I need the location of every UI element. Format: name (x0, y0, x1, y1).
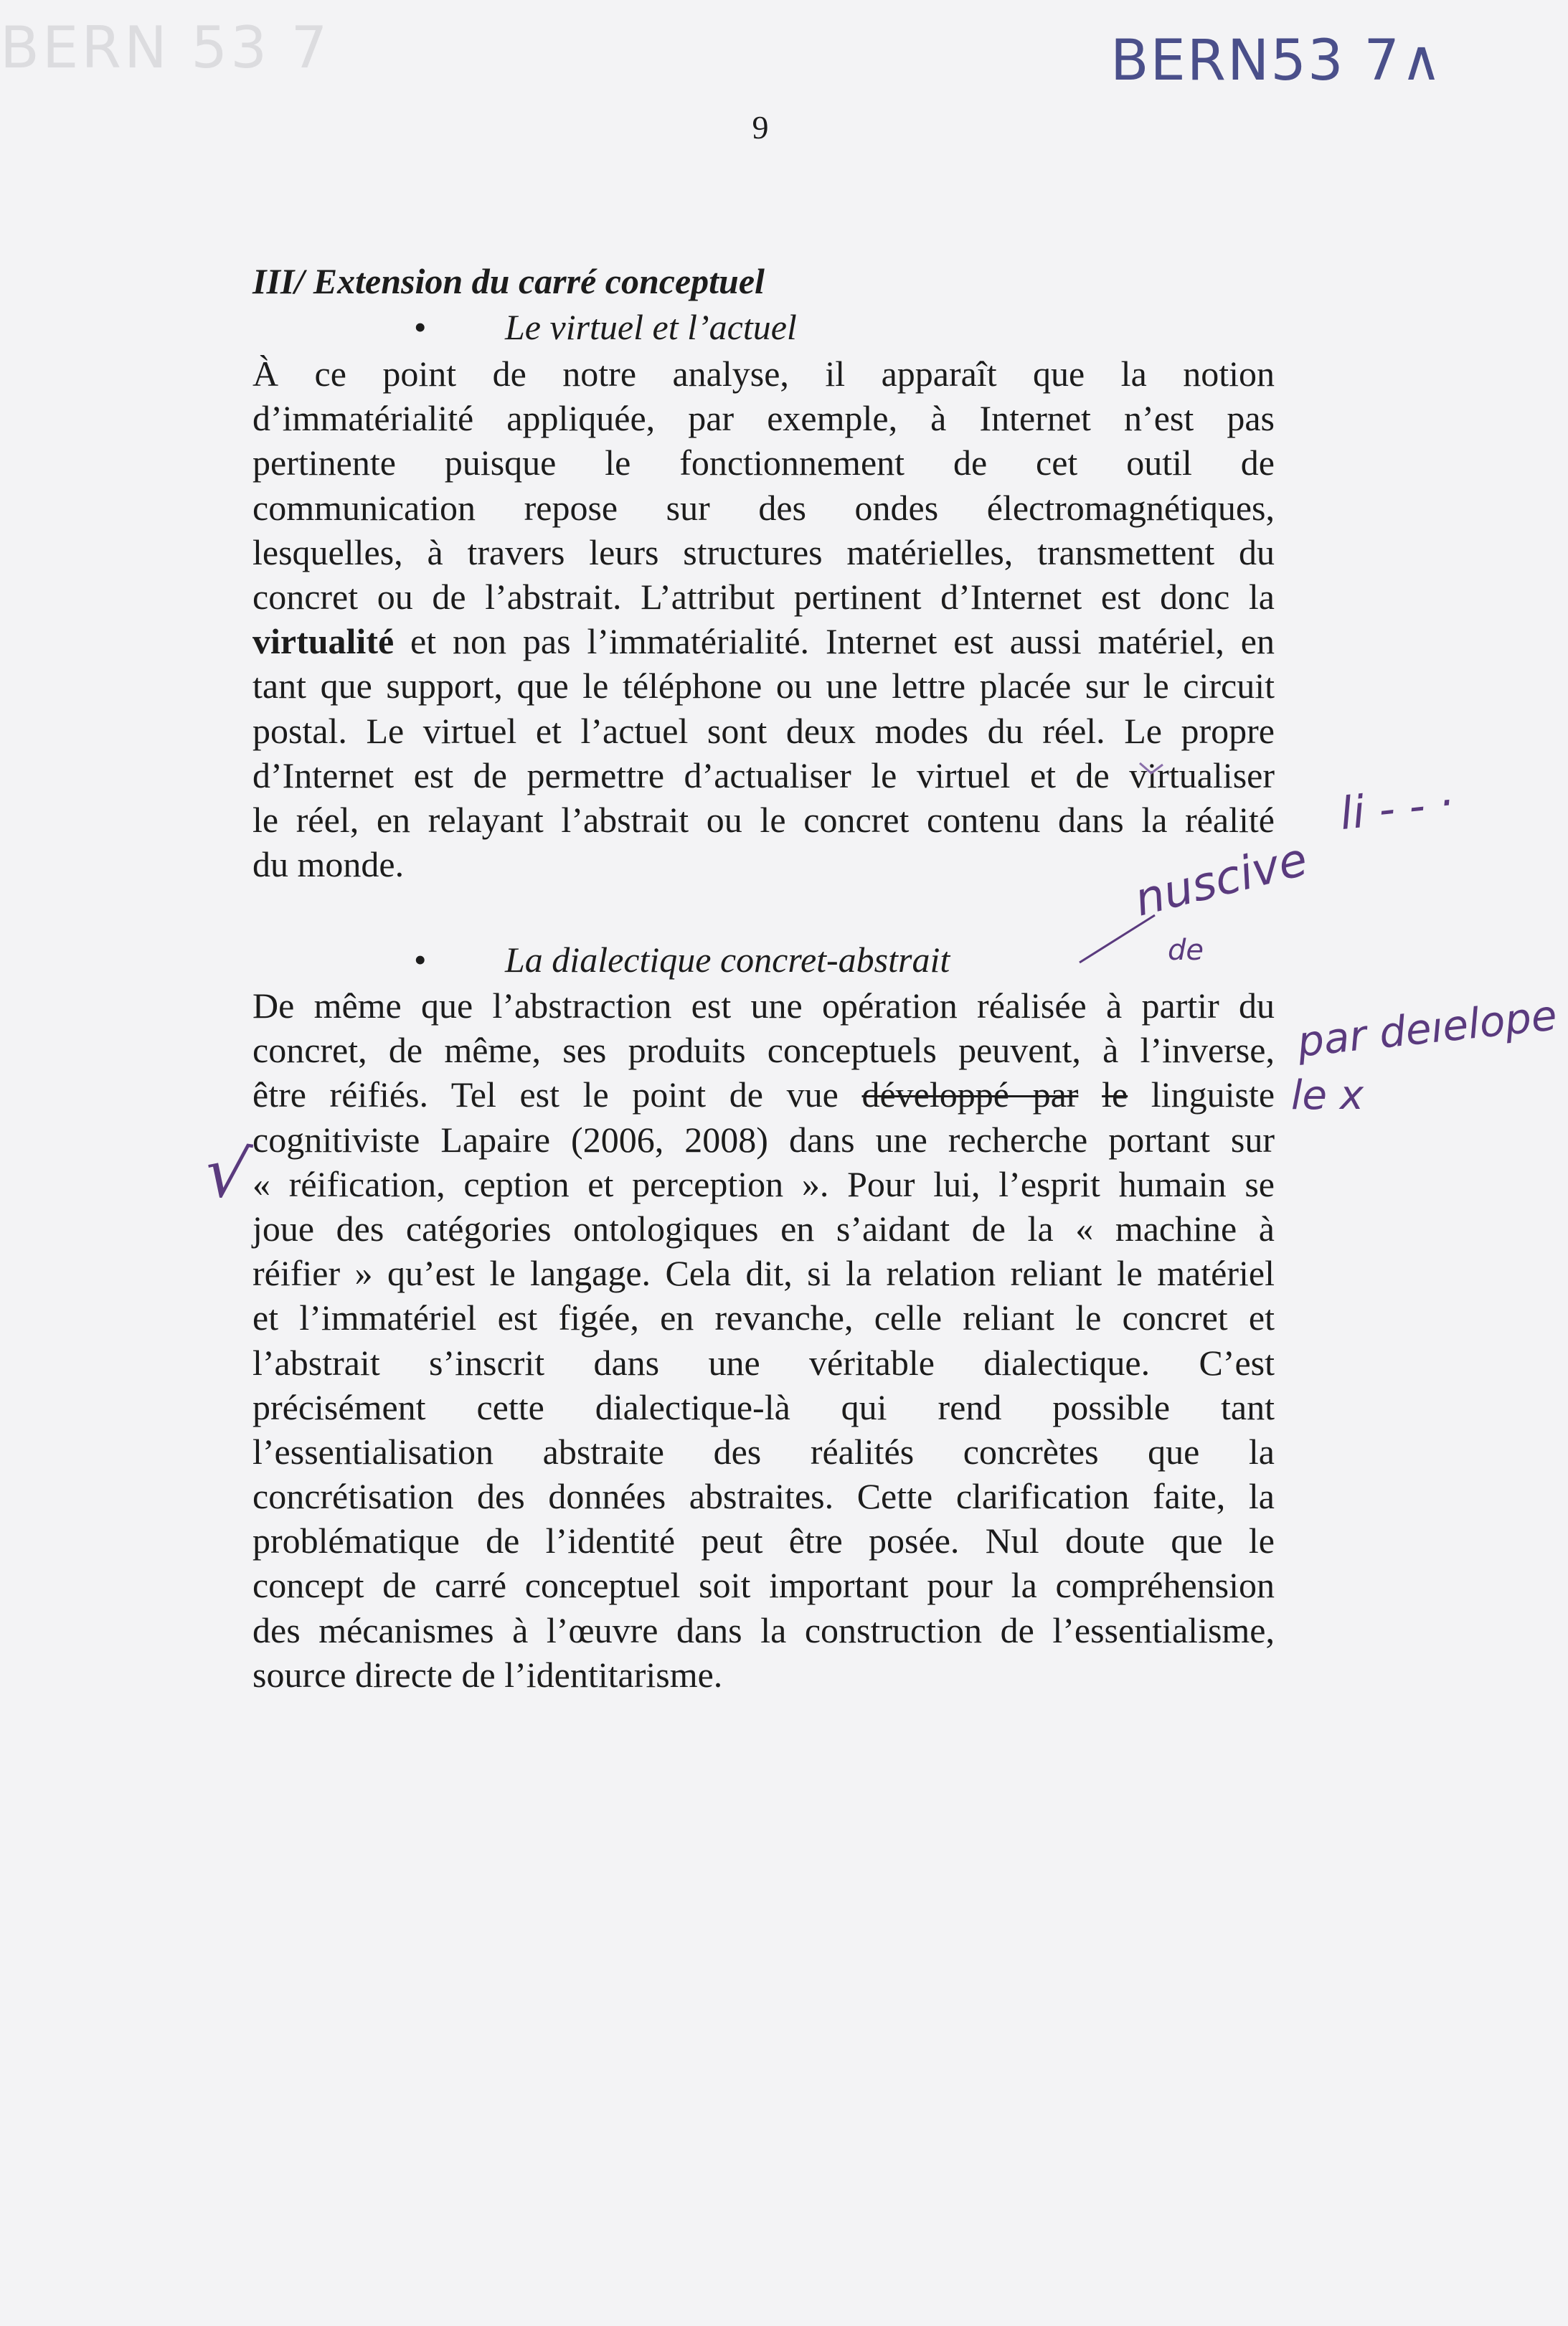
text-line (252, 1072, 1275, 1117)
text-line: concret, de même, ses produits conceptuels peuvent, à l’inverse, (252, 1030, 1275, 1071)
paragraph-1 (252, 351, 1275, 887)
text-line: concrétisation des données abstraites. Cette clarification faite, la (252, 1476, 1275, 1517)
text-line: tant que support, que le téléphone ou une lettre placée sur le circuit (252, 666, 1275, 706)
page-number: 9 (752, 109, 769, 146)
text-line: « réification, ception et perception ». Pour lui, l’esprit humain se (252, 1163, 1275, 1204)
subheading-label: Le virtuel et l’actuel (505, 307, 797, 347)
handwritten-margin-note-right-2: le x (1291, 1072, 1364, 1119)
bold-term: virtualité (252, 621, 395, 662)
handwritten-margin-note-top: li - - · (1337, 775, 1456, 841)
text-line: l’abstrait s’inscrit dans une véritable dialectique. C’est (252, 1342, 1275, 1383)
text-line: précisément cette dialectique-là qui rend possible tant (252, 1386, 1275, 1427)
text-fragment: et non pas l’immatérialité. Internet est aussi matériel, en (394, 621, 1275, 662)
text-line: le réel, en relayant l’abstrait ou le concret contenu dans la réalité (252, 799, 1275, 840)
paragraph-2 (252, 983, 1275, 1697)
struck-text: le (1102, 1074, 1128, 1115)
text-line: joue des catégories ontologiques en s’aidant de la « machine à (252, 1208, 1275, 1249)
text-line: concept de carré conceptuel soit important pour la compréhension (252, 1565, 1275, 1606)
text-line: lesquelles, à travers leurs structures matérielles, transmettent du (252, 531, 1275, 572)
faint-stamp: BERN 53 7 (0, 14, 331, 81)
caret-small-icon (1137, 759, 1166, 780)
text-line: d’immatérialité appliquée, par exemple, à Internet n’est pas (252, 398, 1275, 439)
text-line: des mécanismes à l’œuvre dans la construction de l’essentialisme, (252, 1609, 1275, 1650)
text-line: À ce point de notre analyse, il apparaît que la notion (252, 354, 1275, 394)
subheading-label: La dialectique concret-abstrait (505, 940, 950, 980)
struck-text: développé par (861, 1074, 1079, 1115)
text-line: l’essentialisation abstraite des réalités concrètes que la (252, 1431, 1275, 1472)
text-line: communication repose sur des ondes électromagnétiques, (252, 487, 1275, 528)
text-line: postal. Le virtuel et l’actuel sont deux modes du réel. Le propre (252, 710, 1275, 751)
text-line: cognitiviste Lapaire (2006, 2008) dans une recherche portant sur (252, 1119, 1275, 1160)
text-line: concret ou de l’abstrait. L’attribut pertinent d’Internet est donc la (252, 576, 1275, 617)
text-line: et l’immatériel est figée, en revanche, celle reliant le concret et (252, 1297, 1275, 1338)
text-line: d’Internet est de permettre d’actualiser le virtuel et de virtualiser (252, 755, 1275, 795)
text-fragment (1078, 1074, 1102, 1115)
handwritten-margin-note-right: par deıelope (1295, 991, 1559, 1067)
text-fragment: être réifiés. Tel est le point de vue (252, 1074, 862, 1115)
text-line: pertinente puisque le fonctionnement de cet outil de (252, 443, 1275, 483)
text-line: réifier » qu’est le langage. Cela dit, si la relation reliant le matériel (252, 1253, 1275, 1294)
text-line: du monde. (252, 844, 405, 885)
text-line (252, 619, 1275, 663)
text-fragment: linguiste (1128, 1074, 1275, 1115)
text-line: problématique de l’identité peut être posée. Nul doute que le (252, 1521, 1275, 1561)
text-line: De même que l’abstraction est une opération réalisée à partir du (252, 985, 1275, 1026)
check-mark-icon: √ (199, 1130, 255, 1216)
handwritten-insert-de: de (1168, 934, 1204, 967)
bullet-icon: • (414, 307, 427, 347)
text-line: source directe de l’identitarisme. (252, 1654, 723, 1695)
section-heading: III/ Extension du carré conceptuel (252, 261, 765, 301)
handwritten-stamp: BERN53 7∧ (1110, 29, 1444, 93)
bullet-icon: • (414, 940, 427, 980)
handwritten-insert-word: nuscive (1129, 833, 1313, 927)
insertion-caret-icon (1076, 911, 1162, 968)
